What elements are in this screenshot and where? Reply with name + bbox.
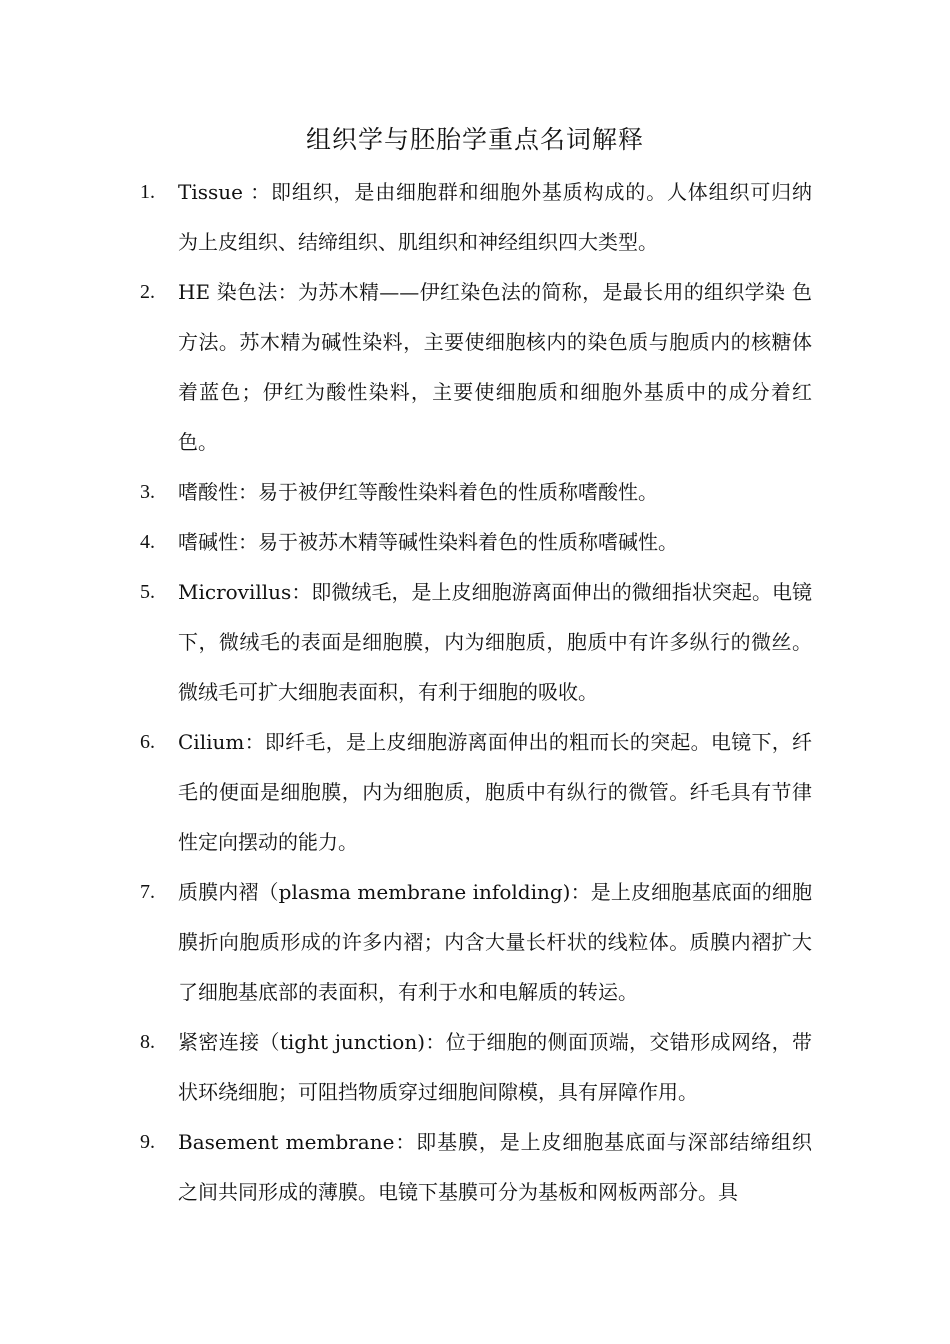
list-item <box>140 1017 812 1117</box>
item-number: 3. <box>140 481 155 503</box>
list-item <box>140 467 812 517</box>
page-title: 组织学与胚胎学重点名词解释 <box>305 125 644 154</box>
list-item <box>140 267 812 467</box>
item-number: 6. <box>140 731 155 753</box>
item-text: Basement membrane：即基膜，是上皮细胞基底面与深部结缔组织之间共同形成的薄膜。电镜下基膜可分为基板和网板两部分。具 <box>178 1130 812 1204</box>
list-item <box>140 1117 812 1217</box>
item-text: HE 染色法：为苏木精——伊红染色法的简称，是最长用的组织学染 色方法。苏木精为碱性染料，主要使细胞核内的染色质与胞质内的核糖体着蓝色；伊红为酸性染料，主要使细胞质和细胞外基质中的成分着红色。 <box>178 280 812 454</box>
list-item <box>140 517 812 567</box>
item-text: 嗜碱性：易于被苏木精等碱性染料着色的性质称嗜碱性。 <box>178 530 678 554</box>
item-number: 2. <box>140 281 155 303</box>
item-text: 紧密连接（tight junction)：位于细胞的侧面顶端，交错形成网络，带状环绕细胞；可阻挡物质穿过细胞间隙模，具有屏障作用。 <box>178 1030 812 1104</box>
term-list <box>140 167 812 1217</box>
item-number: 4. <box>140 531 155 553</box>
list-item <box>140 717 812 867</box>
item-number: 8. <box>140 1031 155 1053</box>
item-text: Microvillus：即微绒毛，是上皮细胞游离面伸出的微细指状突起。电镜下，微绒毛的表面是细胞膜，内为细胞质，胞质中有许多纵行的微丝。微绒毛可扩大细胞表面积，有利于细胞的吸收。 <box>178 580 812 704</box>
item-number: 7. <box>140 881 155 903</box>
item-text: Tissue ：即组织，是由细胞群和细胞外基质构成的。人体组织可归纳 为上皮组织、结缔组织、肌组织和神经组织四大类型。 <box>178 180 812 254</box>
list-item <box>140 567 812 717</box>
item-text: Cilium：即纤毛，是上皮细胞游离面伸出的粗而长的突起。电镜下，纤毛的便面是细胞膜，内为细胞质，胞质中有纵行的微管。纤毛具有节律性定向摆动的能力。 <box>178 730 812 854</box>
item-number: 1. <box>140 181 155 203</box>
item-number: 9. <box>140 1131 155 1153</box>
item-text: 质膜内褶（plasma membrane infolding)：是上皮细胞基底面的细胞膜折向胞质形成的许多内褶；内含大量长杆状的线粒体。质膜内褶扩大了细胞基底部的表面积，有利于水和电解质的转运。 <box>178 880 812 1004</box>
list-item <box>140 867 812 1017</box>
item-text: 嗜酸性：易于被伊红等酸性染料着色的性质称嗜酸性。 <box>178 480 658 504</box>
item-number: 5. <box>140 581 155 603</box>
list-item <box>140 167 812 267</box>
